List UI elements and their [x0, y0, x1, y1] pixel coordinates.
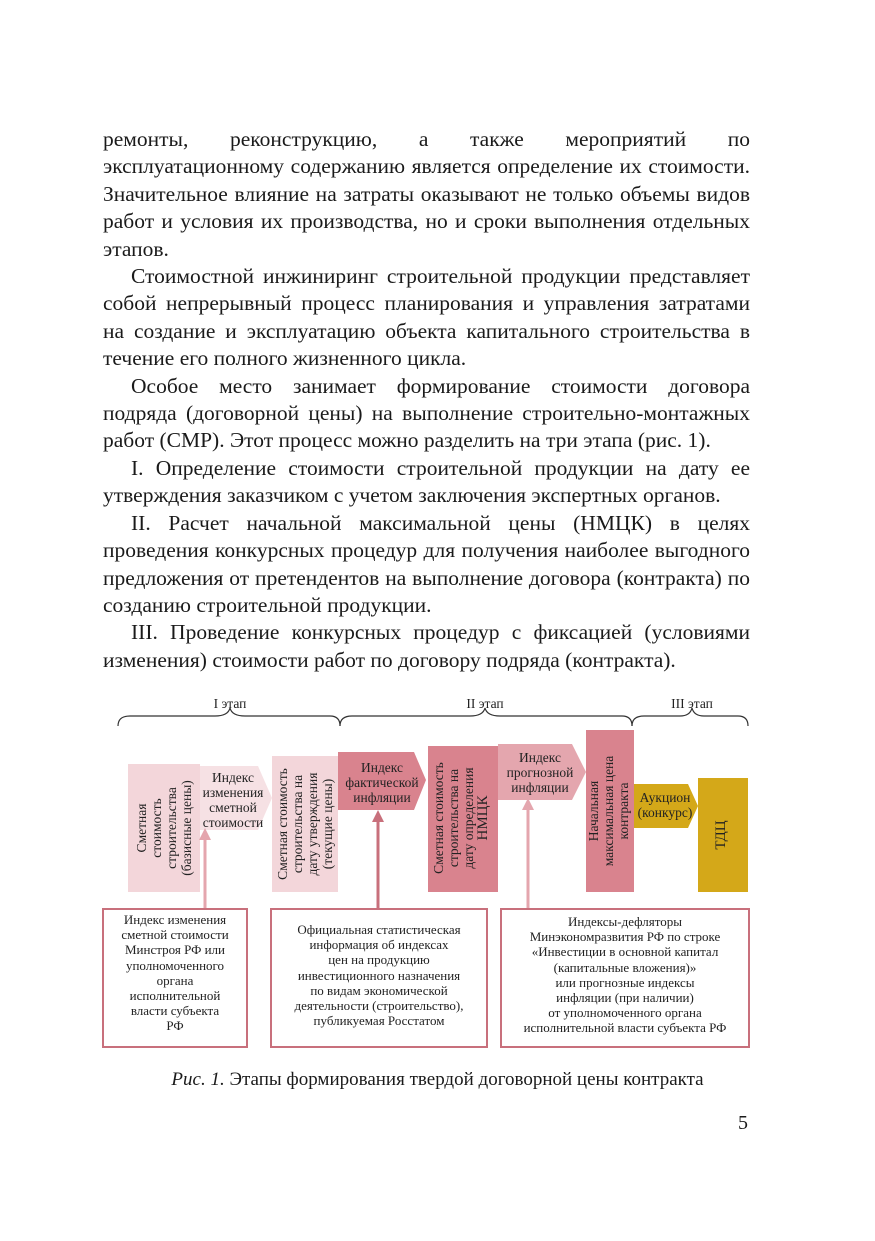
box-estimate-base-text: Сметная стоимость строительства (базисные цены) [134, 780, 194, 876]
paragraph-6: III. Проведение конкурсных процедур с фиксацией (условиями изменения) стоимости работ по договору подряда (контракта). [103, 620, 750, 672]
stage-1-label: I этап [213, 696, 247, 711]
note-rosstat: Официальная статистическая информация об индексах цен на продукцию инвестиционного назначения по видам экономической деятельности (строительство), публикуемая Росстатом [270, 908, 488, 1048]
box-estimate-approval-text: Сметная стоимость строительства на дату утверждения (текущие цены) [275, 768, 335, 880]
paragraph-4: I. Определение стоимости строительной продукции на дату ее утверждения заказчиком с учетом заключения экспертных органов. [103, 455, 750, 508]
paragraph-3: Особое место занимает формирование стоимости договора подряда (договорной цены) на выполнение строительно-монтажных работ (СМР). Этот процесс можно разделить на три этапа (рис. 1). [103, 373, 750, 453]
paragraph-2: Стоимостной инжиниринг строительной продукции представляет собой непрерывный процесс планирования и управления затратами на создание и эксплуатацию объекта капитального строительства в течение его полного жизненного цикла. [103, 264, 750, 371]
page-number: 5 [738, 1112, 748, 1134]
arrow-index-change-text: Индекс изменения сметной стоимости [202, 770, 264, 830]
box-nmck-text: Начальная максимальная цена контракта [586, 755, 631, 867]
arrow-forecast-inflation-text: Индекс прогнозной инфляции [506, 750, 574, 795]
connector-2-head [372, 810, 384, 822]
arrow-auction-text: Аукцион (конкурс) [637, 790, 693, 820]
note-minekonom: Индексы-дефляторы Минэкономразвития РФ по строке «Инвестиции в основной капитал (капитальные вложения)» или прогнозные индексы инфляции (при наличии) от уполномоченного органа исполнительной власти субъекта РФ [500, 908, 750, 1048]
box-estimate-nmck-text: Сметная стоимость строительства на дату определения НМЦК [431, 762, 491, 874]
stage-2-label: II этап [466, 696, 504, 711]
paragraph-5: II. Расчет начальной максимальной цены (НМЦК) в целях проведения конкурсных процедур для получения наиболее выгодного предложения от претендентов на выполнение договора (контракта) по созданию строительной продукции. [103, 510, 750, 617]
note-minstroy: Индекс изменения сметной стоимости Минстроя РФ или уполномоченного органа исполнительной власти субъекта РФ [102, 908, 248, 1048]
stage-3-label: III этап [671, 696, 713, 711]
caption-text: Этапы формирования твердой договорной цены контракта [224, 1069, 704, 1090]
paragraph-1: ремонты, реконструкцию, а также мероприятий по эксплуатационному содержанию является определение их стоимости. Значительное влияние на затраты оказывают не только объемы видов работ и условия их производства, но и сроки выполнения отдельных этапов. [103, 127, 750, 261]
caption-label: Рис. 1. [171, 1069, 225, 1090]
figure-caption [0, 1069, 875, 1091]
arrow-actual-inflation-text: Индекс фактической инфляции [345, 760, 419, 805]
box-tdc-text: ТДЦ [713, 820, 729, 850]
